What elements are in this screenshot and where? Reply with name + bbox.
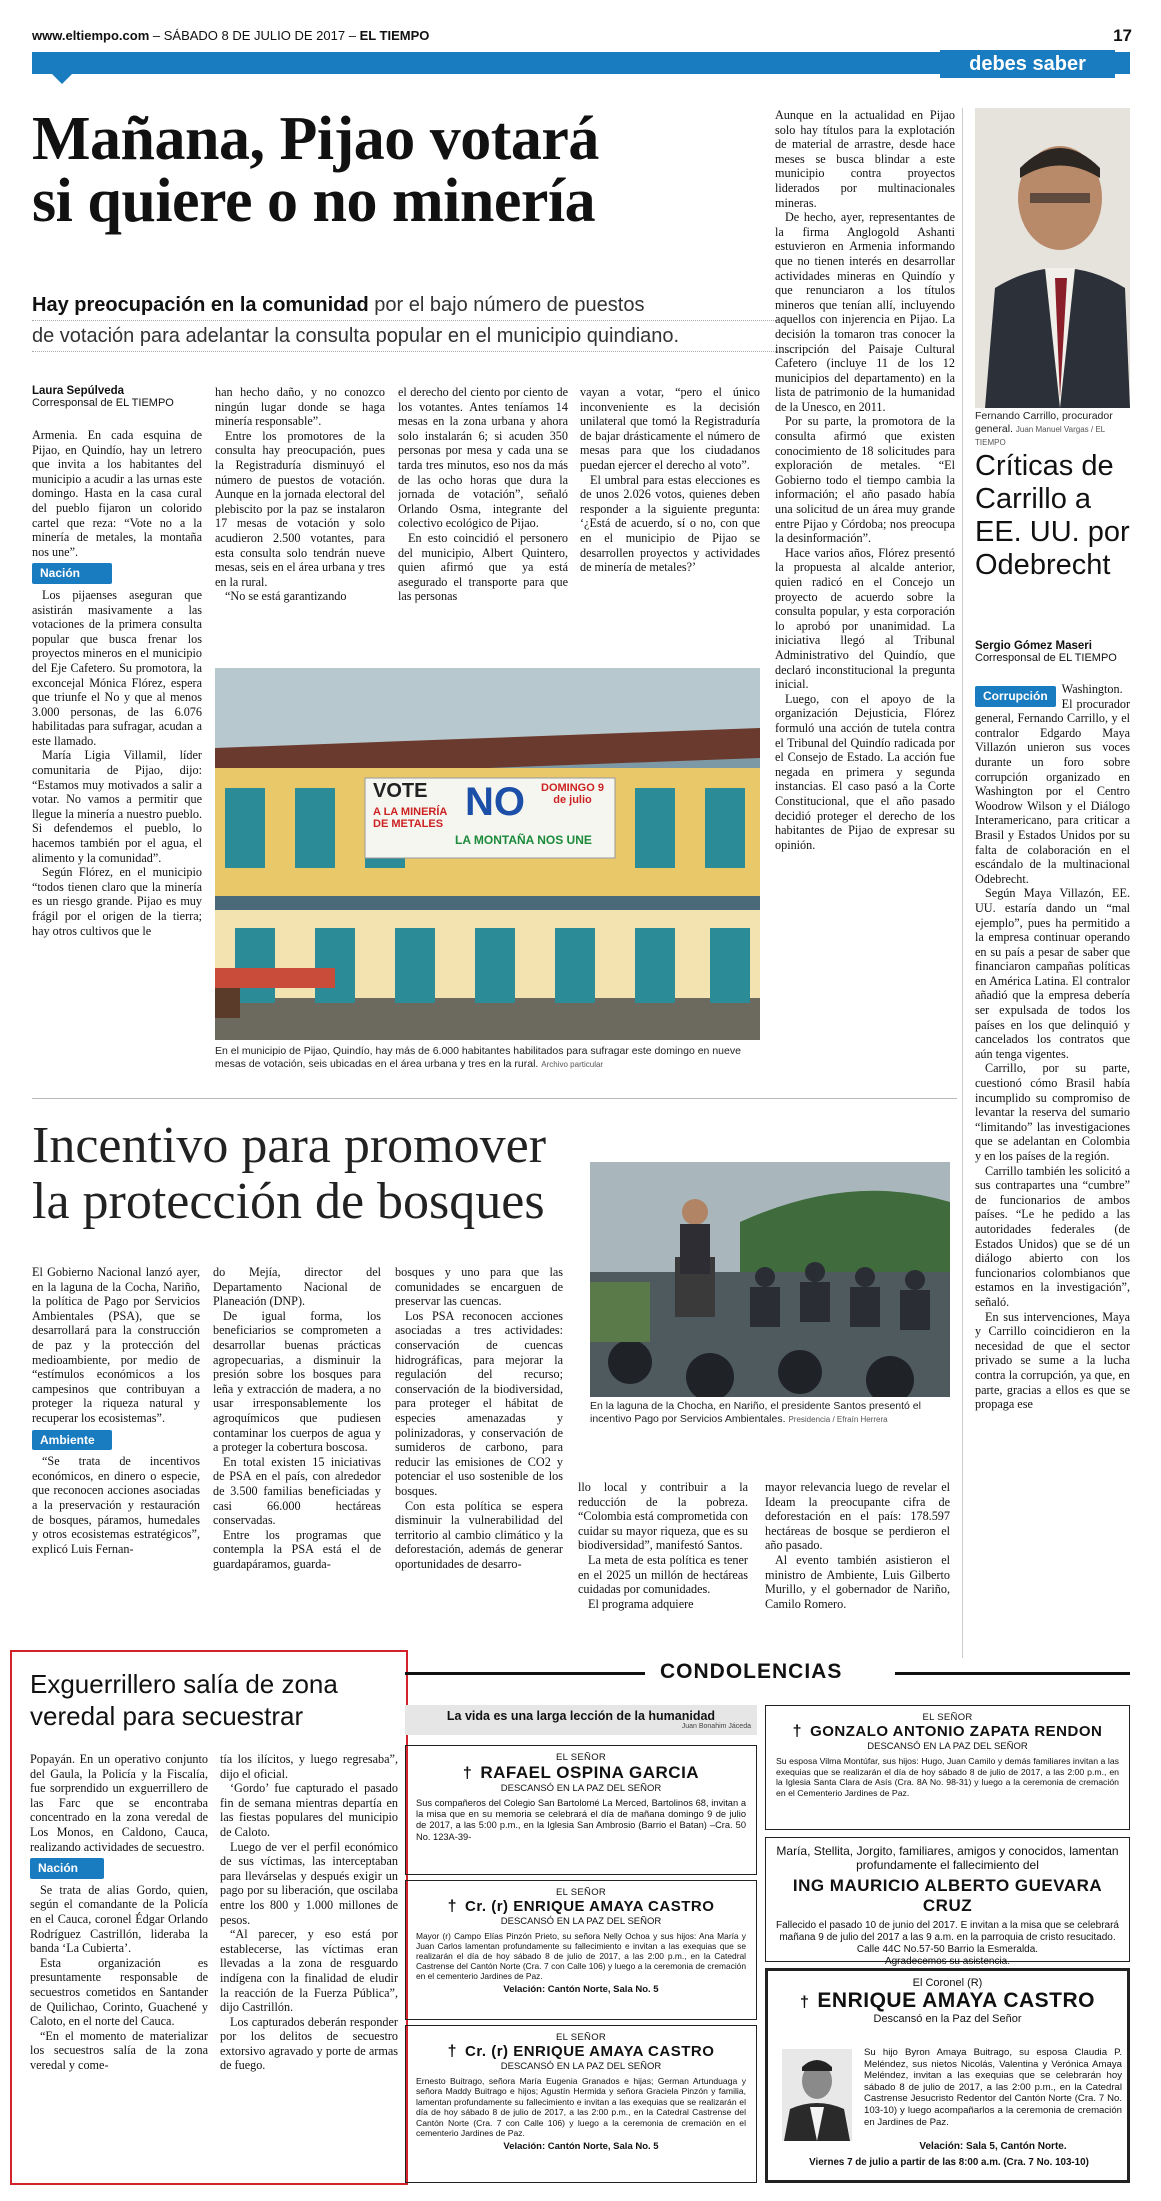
paragraph: Hace varios años, Flórez presentó la propuesta al alcalde anterior, quien radicó en el Concejo un proyecto de acuerdo sobre la consulta popular, y esta corporación lo aprobó por unanimidad. La iniciativa llegó al Tribunal Administrativo del Quindío, que declaró inconstitucional la pregunta inicial. bbox=[775, 545, 955, 692]
pijao-building-photo bbox=[215, 668, 760, 1040]
quote-text: La vida es una larga lección de la humanidad bbox=[446, 1709, 716, 1723]
article1-byline: Laura Sepúlveda Corresponsal de EL TIEMPO bbox=[32, 385, 174, 409]
paragraph: Luego de ver el perfil económico de sus víctimas, las interceptaban para llevárselas y después exigir un pago por su liberación, que oscilaba entre los 800 y 1.000 millones de pesos. bbox=[220, 1839, 398, 1927]
paragraph: Entre los programas que contempla la PSA está el de guardapáramos, guarda- bbox=[213, 1527, 381, 1571]
paragraph: En sus intervenciones, Maya y Carrillo coincidieron en la necesidad de que el sector privado se sume a la lucha contra la corrupción, ya que, en parte, gracias a ellos es que se propaga ese bbox=[975, 1309, 1130, 1412]
paragraph: Al evento también asistieron el ministro de Ambiente, Luis Gilberto Murillo, y el gobernador de Nariño, Camilo Romero. bbox=[765, 1552, 950, 1611]
paragraph: el derecho del ciento por ciento de los votantes. Antes teníamos 14 mesas en la zona urbana y ahora solo instalarán 6; si acuden 350 personas por mesa y cada una se tarda tres minutos, eso nos da más de las ocho horas que dura la jornada de votación”, señaló Orlando Osma, integrante del colectivo ecológico de Pijao. bbox=[398, 385, 568, 531]
carrillo-photo-caption: Fernando Carrillo, procurador general. Juan Manuel Vargas / EL TIEMPO bbox=[975, 410, 1113, 447]
article1-col1 bbox=[32, 428, 202, 1118]
article1-headline: Mañana, Pijao votará si quiere o no minería bbox=[32, 105, 599, 235]
paragraph: tía los ilícitos, y luego regresaba”, dijo el oficial. bbox=[220, 1752, 398, 1781]
paragraph: Carrillo, por su parte, cuestionó cómo Brasil había incumplido su compromiso de levantar la reserva del sumario “limitando” las investigaciones que se adelantan en Colombia y en los países de la región. bbox=[975, 1061, 1130, 1163]
cross-icon: † bbox=[447, 1898, 458, 1915]
paragraph: De igual forma, los beneficiarios se comprometen a desarrollar buenas prácticas agropecuarias, a disminuir la presión sobre los bosques para leña y extracción de madera, a no usar irresponsablemente los agroquímicos que pudiesen contaminar los cuerpos de agua y a proteger la cobertura boscosa. bbox=[213, 1308, 381, 1455]
article2-col2 bbox=[213, 1265, 381, 1665]
paragraph: llo local y contribuir a la reducción de la pobreza. “Colombia está comprometida con cuidar su mayor riqueza, que es su biodiversidad”, manifestó Santos. bbox=[578, 1480, 748, 1553]
section-tag-corrupcion: Corrupción bbox=[975, 686, 1056, 707]
portrait-illustration bbox=[782, 2049, 852, 2141]
condolencias-quote-box bbox=[405, 1705, 757, 1735]
paragraph: mayor relevancia luego de revelar el Ideam la preocupante cifra de deforestación en el país: 178.597 hectáreas de bosque se perdieron el año pasado. bbox=[765, 1480, 950, 1553]
paragraph: Entre los promotores de la consulta hay preocupación, pues la Registraduría disminuyó el número de puestos de votación. Aunque en la jornada electoral del plebiscito por la paz se instalaron 17 mesas de votación y solo acudieron 2.500 votantes, para esta consulta solo tendrán nueve mesas, seis en el área urbana y tres en la rural. bbox=[215, 428, 385, 589]
paragraph: Los capturados deberán responder por los delitos de secuestro extorsivo agravado y porte de armas de fuego. bbox=[220, 2014, 398, 2073]
boxed-col1 bbox=[30, 1752, 208, 2172]
article2-col4 bbox=[578, 1480, 748, 1665]
site-url[interactable]: www.eltiempo.com bbox=[32, 28, 150, 43]
carrillo-photo bbox=[975, 108, 1130, 408]
paragraph: El Gobierno Nacional lanzó ayer, en la laguna de la Cocha, Nariño, la política de Pago por Servicios Ambientales (PSA), que se desarrollará para la construcción de paz y la protección del medioambiente, por medio de “estímulos económicos a los campesinos que contribuyan a proteger la riqueza natural y recuperar los ecosistemas”. bbox=[32, 1265, 200, 1425]
article2-col5 bbox=[765, 1480, 950, 1665]
condolencias-header: CONDOLENCIAS bbox=[660, 1660, 843, 1683]
quote-author: Juan Bonahim Jáceda bbox=[681, 1723, 751, 1730]
section-tag-nacion: Nación bbox=[32, 563, 112, 584]
boxed-article bbox=[10, 1650, 408, 2185]
condolencias-rule-left bbox=[405, 1672, 645, 1675]
article1-photo-caption: En el municipio de Pijao, Quindío, hay más de 6.000 habitantes habilitados para sufragar este domingo en nueve mesas de votación, seis ubicadas en el área urbana y tres en la rural. Archivo particular bbox=[215, 1045, 741, 1070]
paragraph: El umbral para estas elecciones es de unos 2.026 votos, quienes deben responder a la siguiente pregunta: ‘¿Está de acuerdo, sí o no, con que en el municipio de Pijao se desarrollen proyectos y actividades de minería de metales?’ bbox=[580, 472, 760, 575]
portrait-illustration bbox=[975, 108, 1130, 408]
article2-photo-caption: En la laguna de la Chocha, en Nariño, el presidente Santos presentó el incentivo Pago por Servicios Ambientales. Presidencia / Efraín Herrera bbox=[590, 1400, 921, 1425]
section-label: debes saber bbox=[940, 50, 1115, 78]
notice-enrique-amaya-coronel: El Coronel (R) † ENRIQUE AMAYA CASTRO Descansó en la Paz del Señor Su hijo Byron Amaya Buitrago, su esposa Claudia P. Meléndez, sus nietos Nicolás, Valentina y Verónica Amaya Meléndez, invitan a las exequias que se celebrarán hoy sábado 8 de julio de 2017, a las 2:00 p.m., en la Catedral Castrense Jesucristo Redentor del Cantón Norte (Cra. 7 No. 103-10) y luego acompañarlos a la ceremonia de cremación en Jardines de Paz. Velación: Sala 5, Cantón Norte. Viernes 7 de julio a partir de las 8:00 a.m. (Cra. 7 No. 103-10) bbox=[765, 1968, 1130, 2183]
banner-montana: LA MONTAÑA NOS UNE bbox=[455, 833, 592, 847]
paper-name: EL TIEMPO bbox=[359, 28, 430, 43]
condolencias-rule-right bbox=[895, 1672, 1130, 1675]
sidebar-rule bbox=[962, 108, 963, 1658]
article-divider bbox=[32, 1098, 957, 1099]
cross-icon: † bbox=[792, 1723, 803, 1740]
cross-icon: † bbox=[799, 1994, 810, 2011]
paragraph: El programa adquiere bbox=[588, 1596, 694, 1611]
paragraph: Por su parte, la promotora de la consulta afirmó que existen conocimiento de 18 solicitudes para exploración de metales. “El Gobierno todo el tiempo cambia la información; el año pasado había una solicitud de un área muy grande entre Pijao y Córdoba; nos preocupa la desinformación”. bbox=[775, 414, 955, 546]
paragraph: María Ligia Villamil, líder comunitaria de Pijao, dijo: “Estamos muy motivados a salir a votar. No vamos a permitir que llegue la minería a nuestro pueblo. Si defendemos el pueblo, lo hacemos también por el agua, el alimento y la comunidad”. bbox=[32, 748, 202, 865]
paragraph: Los PSA reconocen acciones asociadas a tres actividades: conservación de cuencas hidrográficas, para mejorar la regulación del recurso; conservación de la biodiversidad, para proteger el hábitat de especies amenazadas y polinizadoras, y conservación de sumideros de carbono, para reducir las emisiones de CO2 y potenciar el uso sostenible de los bosques. bbox=[395, 1308, 563, 1498]
banner-vote: VOTE bbox=[373, 780, 428, 802]
paragraph: “Al parecer, y eso está por establecerse, las víctimas eran llevadas a la zona de resguardo indígena con la finalidad de eludir la reacción de la Fuerza Pública”, dijo Castrillón. bbox=[220, 1927, 398, 2015]
notice-gonzalo-zapata: EL SEÑOR † GONZALO ANTONIO ZAPATA RENDON DESCANSÓ EN LA PAZ DEL SEÑOR Su esposa Vilma Montúfar, sus hijos: Hugo, Juan Camilo y demás familiares invitan a las exequias que se realizarán el día de hoy sábado 8 de julio de 2017, a las 2:00 p.m., en la Iglesia Santa Clara de Asís (Cra. 8A No. 98-31) y luego a la ceremonia de cremación en el Cementerio Jardines de Paz. bbox=[765, 1705, 1130, 1830]
paragraph: Esta organización es presuntamente responsable de secuestros cometidos en Santander de Quilichao, Corinto, Guachené y Caloto, en el norte del Cauca. bbox=[30, 1955, 208, 2029]
issue-date: SÁBADO 8 DE JULIO DE 2017 bbox=[163, 28, 346, 43]
article1-col2 bbox=[215, 385, 385, 655]
paragraph: En total existen 15 iniciativas de PSA en el país, con alrededor de 3.500 familias beneficiadas y casi 66.000 hectáreas conservadas. bbox=[213, 1454, 381, 1528]
page-header: www.eltiempo.com – SÁBADO 8 DE JULIO DE 2017 – EL TIEMPO 17 bbox=[32, 26, 1132, 45]
article1-col4 bbox=[580, 385, 760, 655]
sidebar-headline: Críticas de Carrillo a EE. UU. por Odebrecht bbox=[975, 450, 1130, 581]
notice-enrique-amaya-2: EL SEÑOR † Cr. (r) ENRIQUE AMAYA CASTRO DESCANSÓ EN LA PAZ DEL SEÑOR Ernesto Buitrago, señora María Eugenia Granados e hijas; German Artunduaga y señora Maddy Buitrago e hijos; Agustín Hermida y señora Graciela Pinzón y familia, lamentan profundamente su fallecimiento e invitan a las exequias que se realizarán el día de hoy sábado 8 de julio de 2017, a las 2:00 p.m., en la Catedral Castrense del Cantón Norte (Cra. 7 con Calle 106) y luego a la ceremonia de cremación en el cementerio Jardines de Paz. Velación: Cantón Norte, Sala No. 5 bbox=[405, 2025, 757, 2183]
banner-mineria: A LA MINERÍA DE METALES bbox=[373, 806, 447, 830]
banner-no: NO bbox=[465, 780, 525, 824]
article1-col3 bbox=[398, 385, 568, 655]
paragraph: bosques y uno para que las comunidades se encarguen de preservar las cuencas. bbox=[395, 1265, 563, 1309]
notice-enrique-amaya-1: EL SEÑOR † Cr. (r) ENRIQUE AMAYA CASTRO DESCANSÓ EN LA PAZ DEL SEÑOR Mayor (r) Campo Elías Pinzón Prieto, su señora Nelly Ochoa y sus hijos: Ana María y Juan Carlos lamentan profundamente su fallecimiento e invitan a las exequias que se realizarán el día de hoy sábado 8 de julio de 2017, a las 2:00 p.m., en la Catedral Castrense del Cantón Norte (Cra. 7 con Calle 106) y luego a la ceremonia de cremación en el cementerio Jardines de Paz. Velación: Cantón Norte, Sala No. 5 bbox=[405, 1880, 757, 2020]
article1-col5 bbox=[775, 108, 955, 1078]
deceased-portrait bbox=[782, 2049, 852, 2141]
paragraph: “No se está garantizando bbox=[225, 589, 347, 604]
paragraph: De hecho, ayer, representantes de la firma Anglogold Ashanti estuvieron en Armenia informando que no tienen interés en desarrollar actividades mineras en Quindío y que renunciaron a los títulos mineros que tenían allí, incluyendo aquellos con injerencia en Pijao. La decisión la tomaron tras conocer la inscripción del Paisaje Cultural Cafetero (incluye 11 de los 12 municipios del departamento) en la lista de patrimonio de la humanidad de la Unesco, en 2011. bbox=[775, 210, 955, 414]
cross-icon: † bbox=[447, 2043, 458, 2060]
paragraph: Armenia. En cada esquina de Pijao, en Quindío, hay un letrero que invita a los habitantes del municipio a acudir a las urnas este domingo. Hasta en la casa cural del pueblo fijaron un colorido cartel que reza: “Vote no a la minería de metales, la montaña nos une”. bbox=[32, 428, 202, 559]
notice-mauricio-guevara: María, Stellita, Jorgito, familiares, amigos y conocidos, lamentan profundamente el fallecimiento del ING MAURICIO ALBERTO GUEVARA CRUZ Fallecido el pasado 10 de junio del 2017. E invitan a la misa que se celebrará mañana 9 de julio del 2017 a las 9 a.m. en la parroquia de cristo resucitado. Calle 44C No.57-50 Barrio la Esmeralda. Agradecemos su asistencia. bbox=[765, 1837, 1130, 1962]
paragraph: Luego, con el apoyo de la organización Dejusticia, Flórez formuló una acción de tutela contra el Tribunal del Quindío radicada por el Consejo de Estado. La acción fue negada en primera y segunda instancias. El caso pasó a la Corte Constitucional, que el año pasado decidió proteger el derecho de los habitantes de Pijao de expresar su opinión. bbox=[775, 691, 955, 852]
paragraph: Carrillo también les solicitó a sus contrapartes una “cumbre” de funcionarios de ambos países. “Le he pedido a las autoridades federales (de Estados Unidos) que se dé un diálogo abierto con los funcionarios colombianos que estamos en la investigación”, señaló. bbox=[975, 1163, 1130, 1309]
paragraph: La meta de esta política es tener en el 2025 un millón de hectáreas cuidadas por comunidades. bbox=[578, 1552, 748, 1597]
paragraph: Con esta política se espera disminuir la vulnerabilidad del territorio al cambio climático y la deforestación, además de generar oportunidades de desarro- bbox=[395, 1498, 563, 1571]
article2-col3 bbox=[395, 1265, 563, 1665]
paragraph: En esto coincidió el personero del municipio, Albert Quintero, quien afirmó que ya está asegurado el transporte para que las personas bbox=[398, 530, 568, 604]
cross-icon: † bbox=[462, 1765, 473, 1782]
paragraph: Aunque en la actualidad en Pijao solo hay títulos para la explotación de material de arrastre, desde hace meses se busca blindar a este municipio contra proyectos liderados por multinacionales mineras. bbox=[775, 108, 955, 210]
paragraph: Corrupción Washington. El procurador general, Fernando Carrillo, y el contralor Edgardo Maya Villazón unieron sus voces durante un foro sobre corrupción organizado en Washington por el Centro Woodrow Wilson y el Diálogo Interamericano, para criticar a Brasil y Estados Unidos por su falta de colaboración en el escándalo de la multinacional Odebrecht. bbox=[975, 682, 1130, 886]
paragraph: vayan a votar, “pero el único inconveniente es la decisión unilateral que tomó la Registraduría de bajar drásticamente el número de mesas para que los ciudadanos puedan ejercer el derecho al voto”. bbox=[580, 385, 760, 472]
header-notch bbox=[52, 74, 72, 84]
paragraph: han hecho daño, y no conozco ningún lugar donde se haga minería responsable”. bbox=[215, 385, 385, 429]
paragraph: “Se trata de incentivos económicos, en dinero o especie, que reconocen acciones asociadas a la preservación y restauración de bosques, páramos, humedales y otros ecosistemas estratégicos”, explicó Luis Fernan- bbox=[32, 1454, 200, 1556]
article1-subtitle: Hay preocupación en la comunidad por el bajo número de puestos de votación para adelantar la consulta popular en el municipio quindiano. bbox=[32, 290, 792, 352]
paragraph: Según Flórez, en el municipio “todos tienen claro que la minería es un riesgo grande. Pijao es muy frágil por el origen de la tierra; hay otros cultivos que le bbox=[32, 865, 202, 938]
paragraph: Según Maya Villazón, EE. UU. estaría dando un “mal ejemplo”, pues ha permitido a la empresa continuar operando en su país a pesar de saber que financiaron campañas políticas en América Latina. El contralor añadió que la empresa debería ser expulsada de todos los países en los que delinquió y cancelados los contratos que aún tenga vigentes. bbox=[975, 886, 1130, 1061]
building-illustration bbox=[215, 668, 760, 1040]
paragraph: Se trata de alias Gordo, quien, según el comandante de la Policía en el Cauca, coronel Édgar Orlando Rodríguez Castrillón, lideraba la banda ‘La Cubierta’. bbox=[30, 1882, 208, 1956]
boxed-col2 bbox=[220, 1752, 398, 2172]
boxed-headline: Exguerrillero salía de zona veredal para secuestrar bbox=[30, 1669, 338, 1731]
paragraph: ‘Gordo’ fue capturado el pasado fin de semana mientras departía en las fiestas populares del municipio de Caloto. bbox=[220, 1781, 398, 1839]
paragraph: Los pijaenses aseguran que asistirán masivamente a las votaciones de la primera consulta popular que busca frenar los proyectos mineros en el municipio del Eje Cafetero. Su promotora, la exconcejal Mónica Flórez, espera que triunfe el No y que al menos 3.000 personas, de las 6.076 habilitadas para sufragar, acudan a este llamado. bbox=[32, 587, 202, 748]
page-number: 17 bbox=[1113, 26, 1132, 45]
section-tag-ambiente: Ambiente bbox=[32, 1430, 112, 1451]
santos-event-photo bbox=[590, 1162, 950, 1397]
article2-headline: Incentivo para promover la protección de bosques bbox=[32, 1117, 547, 1230]
paragraph: Popayán. En un operativo conjunto del Gaula, la Policía y la Fiscalía, fue sorprendido un exguerrillero de las Farc que se encontraba concentrado en la zona veredal de Los Monos, en Caldono, Cauca, realizando actividades de secuestro. bbox=[30, 1752, 208, 1854]
sidebar-byline: Sergio Gómez Maseri Corresponsal de EL TIEMPO bbox=[975, 640, 1117, 664]
paragraph: do Mejía, director del Departamento Nacional de Planeación (DNP). bbox=[213, 1265, 381, 1309]
notice-rafael-ospina: EL SEÑOR † RAFAEL OSPINA GARCIA DESCANSÓ EN LA PAZ DEL SEÑOR Sus compañeros del Colegio San Bartolomé La Merced, Bartolinos 68, invitan a la misa que en su memoria se celebrará el día de mañana domingo 9 de julio de 2017, a las 5:00 p.m., en la Iglesia San Ambrosio (Barrio el Batan) –Cra. 50 No. 123A-39- bbox=[405, 1745, 757, 1875]
banner-domingo: DOMINGO 9 de julio bbox=[541, 782, 604, 806]
paragraph: “En el momento de materializar los secuestros salía de la zona veredal y come- bbox=[30, 2028, 208, 2072]
event-illustration bbox=[590, 1162, 950, 1397]
sidebar-body bbox=[975, 682, 1130, 1667]
section-tag-nacion-boxed: Nación bbox=[30, 1858, 104, 1879]
article2-col1 bbox=[32, 1265, 200, 1665]
